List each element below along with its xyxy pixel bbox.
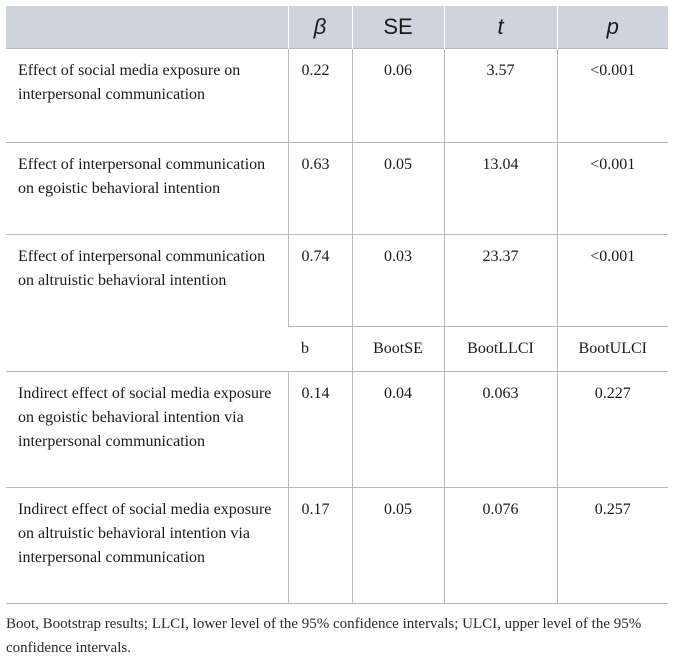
cell-bootse: 0.05 xyxy=(352,488,444,604)
subheader-bootse: BootSE xyxy=(352,327,444,372)
cell-b: 0.14 xyxy=(288,372,352,488)
header-se: SE xyxy=(352,6,444,49)
cell-se: 0.03 xyxy=(352,235,444,327)
row-label: Indirect effect of social media exposure on altruistic behavioral intention via interpersonal communication xyxy=(6,488,288,604)
header-row xyxy=(6,6,668,49)
cell-t: 3.57 xyxy=(444,49,557,143)
subheader-bootllci: BootLLCI xyxy=(444,327,557,372)
header-t: t xyxy=(444,6,557,49)
cell-p: <0.001 xyxy=(557,49,668,143)
results-table xyxy=(6,6,668,604)
cell-bootllci: 0.063 xyxy=(444,372,557,488)
cell-b: 0.17 xyxy=(288,488,352,604)
table-footnote: Boot, Bootstrap results; LLCI, lower level of the 95% confidence intervals; ULCI, upper level of the 95% confidence intervals. xyxy=(6,616,642,656)
cell-p: <0.001 xyxy=(557,143,668,235)
cell-t: 13.04 xyxy=(444,143,557,235)
header-p: p xyxy=(557,6,668,49)
row-label: Indirect effect of social media exposure on egoistic behavioral intention via interpersonal communication xyxy=(6,372,288,488)
table-container xyxy=(6,6,668,660)
cell-t: 23.37 xyxy=(444,235,557,327)
row-label: Effect of social media exposure on interpersonal communication xyxy=(6,49,288,143)
row-label: Effect of interpersonal communication on egoistic behavioral intention xyxy=(6,143,288,235)
cell-se: 0.06 xyxy=(352,49,444,143)
cell-bootse: 0.04 xyxy=(352,372,444,488)
cell-beta: 0.63 xyxy=(288,143,352,235)
cell-p: <0.001 xyxy=(557,235,668,327)
cell-se: 0.05 xyxy=(352,143,444,235)
table-row xyxy=(6,372,668,488)
cell-beta: 0.74 xyxy=(288,235,352,327)
table-row xyxy=(6,235,668,327)
cell-bootllci: 0.076 xyxy=(444,488,557,604)
cell-bootulci: 0.227 xyxy=(557,372,668,488)
header-empty xyxy=(6,6,288,49)
table-row xyxy=(6,143,668,235)
table-row xyxy=(6,488,668,604)
subheader-bootulci: BootULCI xyxy=(557,327,668,372)
subheader-b: b xyxy=(288,327,352,372)
row-label: Effect of interpersonal communication on altruistic behavioral intention xyxy=(6,235,288,372)
cell-bootulci: 0.257 xyxy=(557,488,668,604)
table-row xyxy=(6,49,668,143)
cell-beta: 0.22 xyxy=(288,49,352,143)
header-beta: β xyxy=(288,6,352,49)
